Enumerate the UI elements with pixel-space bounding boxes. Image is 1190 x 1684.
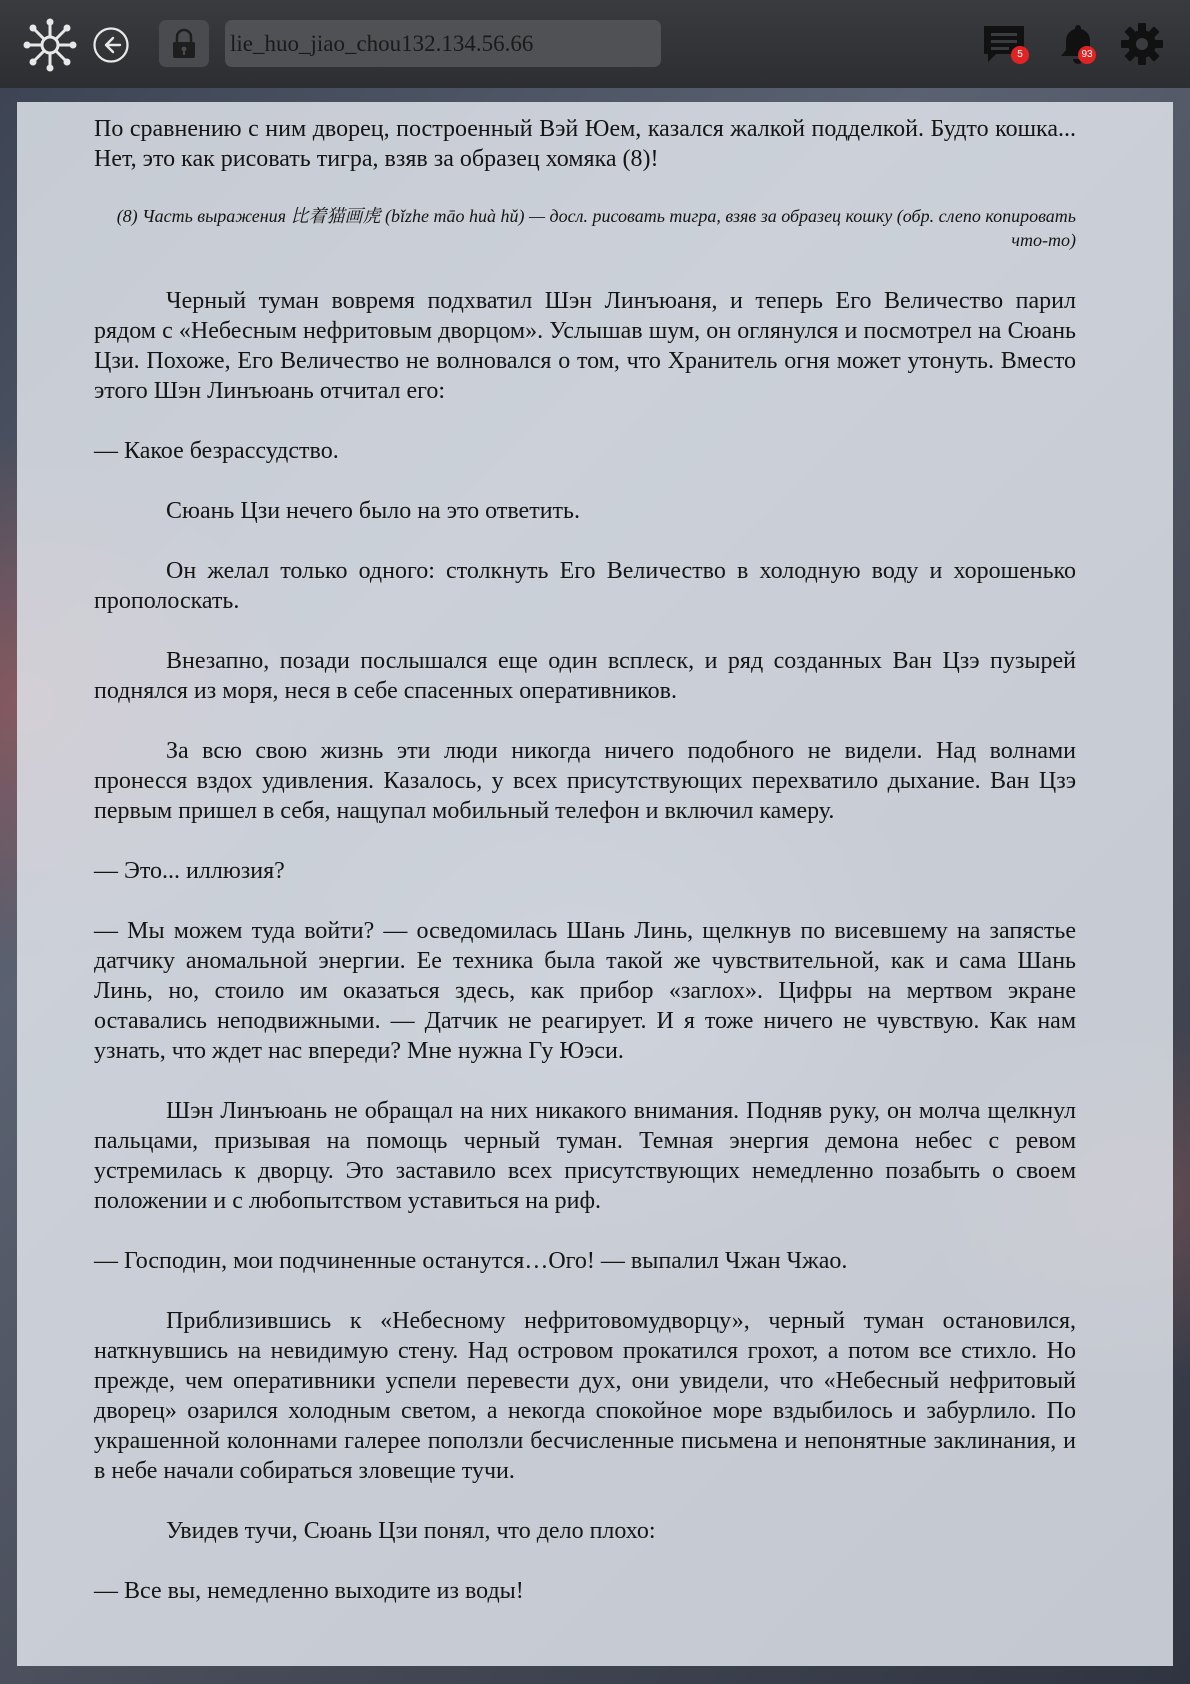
lock-icon (169, 28, 199, 60)
footnote: (8) Часть выражения 比着猫画虎 (bǐzhe māo huà hǔ) — досл. рисовать тигра, взяв за образец кошку (обр. слепо копировать что-то) (116, 206, 1076, 250)
network-hub-icon[interactable] (22, 17, 78, 73)
dialogue-line: — Мы можем туда войти? — осведомилась Шань Линь, щелкнув по висевшему на запястье датчику аномальной энергии. Ее техника была такой же чувствительной, как и сама Шань Линь, но, стоило им оказаться здесь, как прибор «заглох». Цифры на мертвом экране оставались неподвижными. — Датчик не реагирует. И я тоже ничего не чувствую. Как нам узнать, что ждет нас впереди? Мне нужна Гу Юэси. (94, 918, 1076, 1064)
notifications-button[interactable] (1054, 20, 1102, 68)
paragraph: По сравнению с ним дворец, построенный Вэй Юем, казался жалкой подделкой. Будто кошка... Нет, это как рисовать тигра, взяв за образец хомяка (8)! (94, 116, 1076, 172)
settings-button[interactable] (1118, 20, 1166, 68)
paragraph: Шэн Линъюань не обращал на них никакого внимания. Подняв руку, он молча щелкнул пальцами, призывая на помощь черный туман. Темная энергия демона небес с ревом устремилась к дворцу. Это заставило всех присутствующих немедленно позабыть о своем положении и с любопытством уставиться на риф. (94, 1098, 1076, 1214)
notifications-badge: 93 (1078, 46, 1096, 64)
dialogue-line: — Какое безрассудство. (94, 438, 339, 464)
dialogue-line: — Господин, мои подчиненные останутся…Ого! — выпалил Чжан Чжао. (94, 1248, 848, 1274)
paragraph: Он желал только одного: столкнуть Его Величество в холодную воду и хорошенько прополоскать. (94, 558, 1076, 614)
address-bar[interactable] (225, 20, 661, 67)
paragraph: Черный туман вовремя подхватил Шэн Линъюаня, и теперь Его Величество парил рядом с «Небесным нефритовым дворцом». Услышав шум, он оглянулся и посмотрел на Сюань Цзи. Похоже, Его Величество не волновался о том, что Хранитель огня может утонуть. Вместо этого Шэн Линъюань отчитал его: (94, 288, 1076, 404)
bell-icon (1054, 20, 1102, 68)
address-input[interactable] (230, 31, 656, 57)
lock-button[interactable] (159, 20, 209, 67)
paragraph: За всю свою жизнь эти люди никогда ничего подобного не видели. Над волнами пронесся вздох удивления. Казалось, у всех присутствующих перехватило дыхание. Ван Цзэ первым пришел в себя, нащупал мобильный телефон и включил камеру. (94, 738, 1076, 824)
back-arrow-icon[interactable] (92, 26, 130, 64)
dialogue-line: — Все вы, немедленно выходите из воды! (94, 1578, 524, 1604)
article-text (94, 114, 1076, 1636)
paragraph: Приблизившись к «Небесному нефритовомудворцу», черный туман остановился, наткнувшись на невидимую стену. Над островом прокатился грохот, а потом все стихло. Но прежде, чем оперативники успели перевести дух, они увидели, что «Небесный нефритовый дворец» озарился холодным светом, а некогда спокойное море вздыбилось и забурлило. По украшенной колоннами галерее поползли бесчисленные письмена и непонятные заклинания, и в небе начали собираться зловещие тучи. (94, 1308, 1076, 1484)
gear-icon (1118, 20, 1166, 68)
dialogue-line: — Это... иллюзия? (94, 858, 285, 884)
top-toolbar (0, 0, 1190, 88)
paragraph: Увидев тучи, Сюань Цзи понял, что дело плохо: (166, 1518, 656, 1544)
paragraph: Внезапно, позади послышался еще один всплеск, и ряд созданных Ван Цзэ пузырей поднялся из моря, неся в себе спасенных оперативников. (94, 648, 1076, 704)
paragraph: Сюань Цзи нечего было на это ответить. (166, 498, 580, 524)
messages-badge: 5 (1011, 46, 1029, 64)
messages-button[interactable] (980, 20, 1028, 68)
